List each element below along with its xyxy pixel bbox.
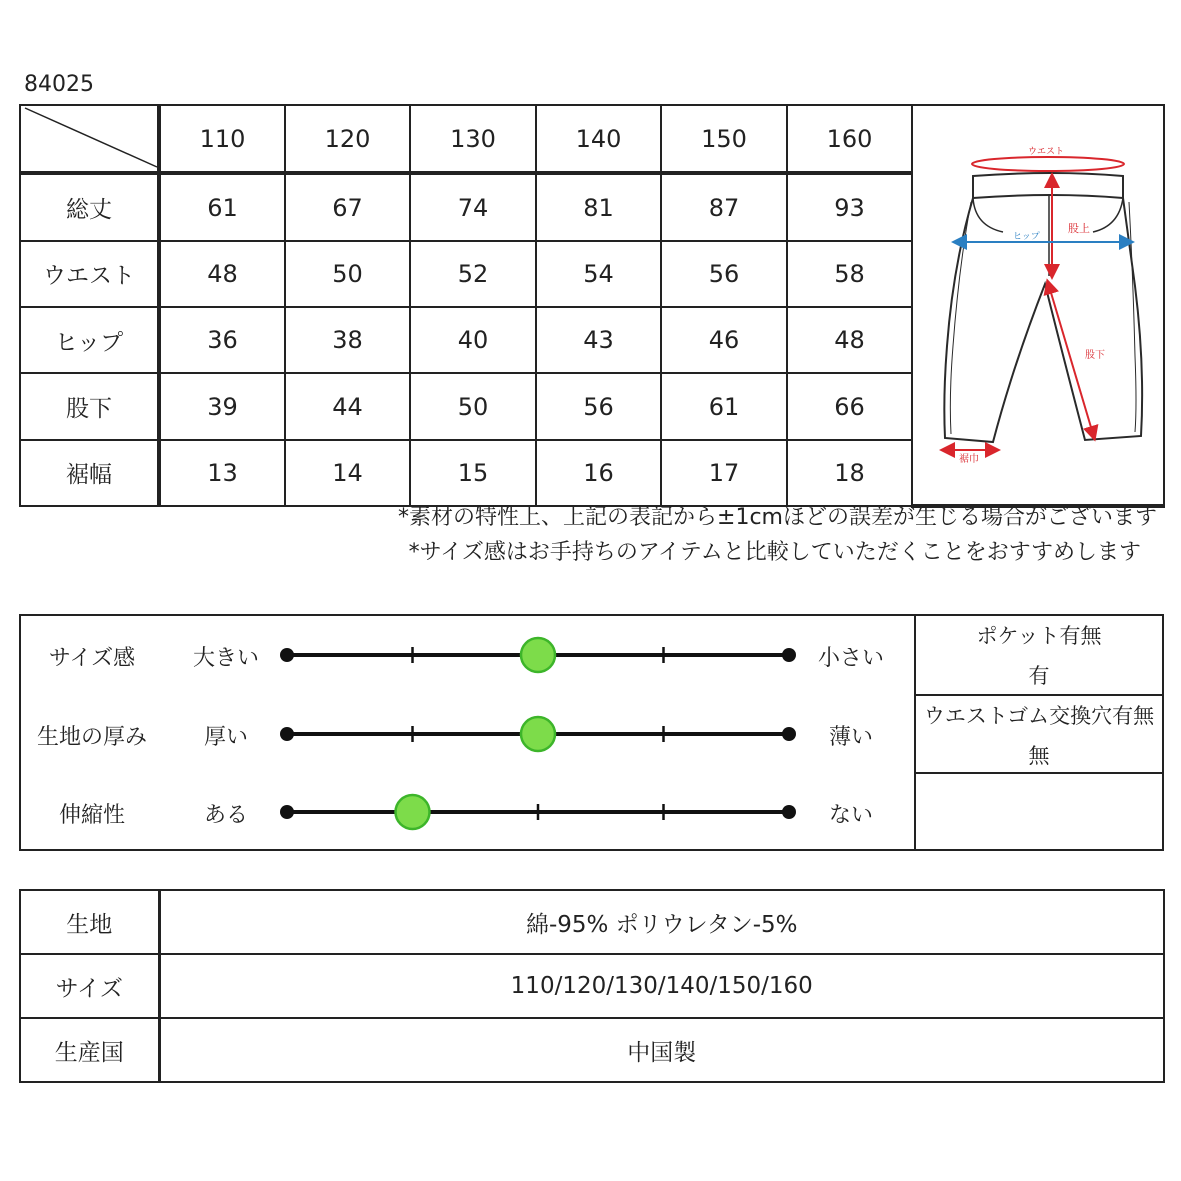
size-header-cell: 120: [285, 105, 410, 173]
size-header-cell: 150: [661, 105, 787, 173]
size-value: 61: [661, 373, 787, 439]
size-value: 74: [410, 173, 536, 240]
rise-diagram-label: 股上: [1068, 222, 1090, 235]
size-value: 43: [536, 307, 661, 373]
size-value: 17: [661, 440, 787, 506]
hip-diagram-label: ヒップ: [1013, 232, 1040, 242]
spec-label: 生地: [20, 890, 159, 954]
row-label: 裾幅: [20, 440, 159, 506]
size-value: 67: [285, 173, 410, 240]
size-value: 61: [159, 173, 285, 240]
size-header-cell: 140: [536, 105, 661, 173]
feel-scales: [21, 616, 916, 849]
spec-table: [19, 889, 1165, 1083]
feel-label: サイズ感: [48, 646, 136, 671]
size-value: 44: [285, 373, 410, 439]
size-value: 87: [661, 173, 787, 240]
feel-label: 伸縮性: [58, 803, 125, 828]
spec-value: 中国製: [159, 1018, 1164, 1082]
spec-value: 綿-95% ポリウレタン-5%: [159, 890, 1164, 954]
size-value: 36: [159, 307, 285, 373]
note-comparison: *サイズ感はお手持ちのアイテムと比較していただくことをおすすめします: [408, 540, 1141, 565]
info-divider: [914, 772, 1164, 774]
feature-info: [914, 616, 1164, 849]
scale-end-dot: [280, 648, 294, 662]
size-notes: [398, 500, 1157, 570]
scale-marker: [396, 795, 430, 829]
size-value: 13: [159, 440, 285, 506]
scale-end-dot: [782, 727, 796, 741]
size-value: 56: [536, 373, 661, 439]
pants-diagram: [913, 106, 1163, 498]
size-value: 40: [410, 307, 536, 373]
hem-arrow: [947, 450, 993, 465]
size-header-cell: 110: [159, 105, 285, 173]
hem-diagram-label: 裾巾: [959, 454, 979, 465]
pocket-title: ポケット有無: [976, 624, 1102, 648]
pocket-value: 有: [1028, 664, 1050, 688]
feel-high-label: ない: [828, 803, 873, 828]
scale-marker: [521, 717, 555, 751]
feel-row-stretch: [21, 792, 914, 832]
waist-diagram-label: ウエスト: [1027, 147, 1065, 157]
spec-label: 生産国: [20, 1018, 159, 1082]
size-value: 18: [787, 440, 912, 506]
size-table: [19, 104, 1165, 508]
size-value: 39: [159, 373, 285, 439]
size-value: 56: [661, 241, 787, 307]
feel-high-label: 薄い: [828, 725, 873, 750]
waist-hole-info: [914, 700, 1164, 770]
scale-end-dot: [280, 805, 294, 819]
row-label: 総丈: [20, 173, 159, 240]
size-value: 81: [536, 173, 661, 240]
feel-low-label: ある: [203, 803, 248, 828]
size-header-row: [20, 105, 1164, 173]
size-value: 15: [410, 440, 536, 506]
note-tolerance: *素材の特性上、上記の表記から±1cmほどの誤差が生じる場合がございます: [398, 505, 1157, 530]
size-value: 38: [285, 307, 410, 373]
spec-row: [20, 954, 1164, 1018]
size-value: 52: [410, 241, 536, 307]
inseam-diagram-label: 股下: [1085, 350, 1105, 361]
size-value: 54: [536, 241, 661, 307]
scale-end-dot: [782, 648, 796, 662]
size-value: 93: [787, 173, 912, 240]
scale-marker: [521, 638, 555, 672]
scale-end-dot: [280, 727, 294, 741]
table-corner-cell: [20, 105, 159, 173]
size-value: 66: [787, 373, 912, 439]
spec-row: [20, 1018, 1164, 1082]
size-value: 46: [661, 307, 787, 373]
rise-arrow: [1052, 180, 1090, 272]
size-value: 16: [536, 440, 661, 506]
product-code: 84025: [24, 72, 94, 97]
size-header-cell: 130: [410, 105, 536, 173]
info-divider: [914, 694, 1164, 696]
feel-low-label: 厚い: [203, 725, 248, 750]
size-value: 48: [159, 241, 285, 307]
size-header-cell: 160: [787, 105, 912, 173]
feel-low-label: 大きい: [192, 646, 259, 671]
pants-diagram-cell: [912, 105, 1164, 506]
feel-panel: [19, 614, 1164, 851]
feel-high-label: 小さい: [817, 646, 884, 671]
scale-end-dot: [782, 805, 796, 819]
spec-label: サイズ: [20, 954, 159, 1018]
feel-row-thickness: [21, 714, 914, 754]
waist-arrow: [972, 146, 1124, 171]
row-label: 股下: [20, 373, 159, 439]
pocket-info: [914, 620, 1164, 690]
size-value: 58: [787, 241, 912, 307]
size-value: 14: [285, 440, 410, 506]
spec-row: [20, 890, 1164, 954]
waist-hole-title: ウエストゴム交換穴有無: [923, 704, 1155, 728]
size-value: 50: [285, 241, 410, 307]
size-value: 48: [787, 307, 912, 373]
waist-hole-value: 無: [1028, 744, 1050, 768]
feel-row-size: [21, 635, 914, 675]
row-label: ウエスト: [20, 241, 159, 307]
hip-arrow: [959, 231, 1127, 242]
pants-outline: [944, 173, 1142, 442]
corner-diagonal: [21, 106, 160, 169]
spec-value: 110/120/130/140/150/160: [159, 954, 1164, 1018]
row-label: ヒップ: [20, 307, 159, 373]
size-value: 50: [410, 373, 536, 439]
feel-label: 生地の厚み: [36, 725, 147, 750]
